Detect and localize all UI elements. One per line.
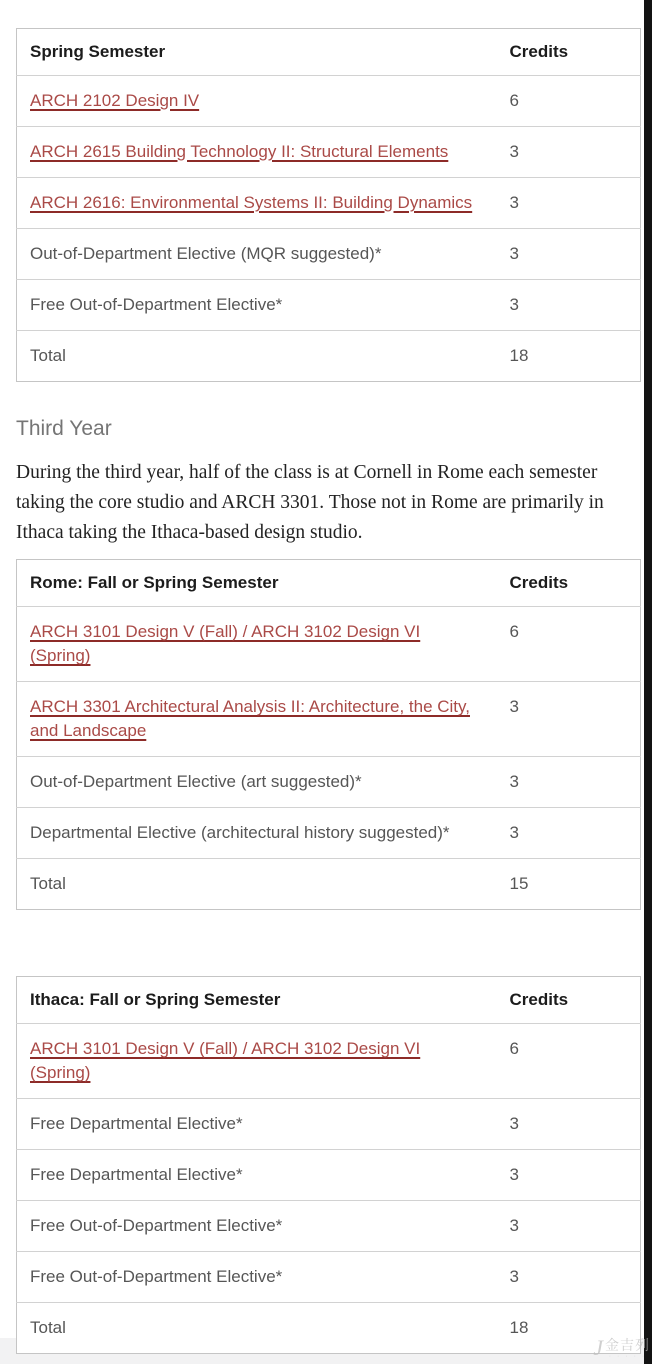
course-cell: Free Departmental Elective* bbox=[17, 1099, 497, 1150]
table-row bbox=[17, 1150, 641, 1201]
total-credits: 18 bbox=[497, 1303, 641, 1354]
total-credits: 15 bbox=[497, 859, 641, 910]
table-row bbox=[17, 1099, 641, 1150]
course-cell bbox=[17, 682, 497, 757]
section-paragraph: During the third year, half of the class is at Cornell in Rome each semester taking the core studio and ARCH 3301. Those not in Rome are primarily in Ithaca taking the Ithaca-based design studio. bbox=[16, 462, 604, 544]
credits-cell: 3 bbox=[497, 1150, 641, 1201]
course-link[interactable]: ARCH 3101 Design V (Fall) / ARCH 3102 Design VI (Spring) bbox=[30, 622, 421, 666]
table-row bbox=[17, 1252, 641, 1303]
course-link[interactable]: ARCH 2102 Design IV bbox=[30, 91, 200, 110]
total-label: Total bbox=[17, 1303, 497, 1354]
course-link[interactable]: ARCH 3101 Design V (Fall) / ARCH 3102 Design VI (Spring) bbox=[30, 1039, 421, 1083]
course-link[interactable]: ARCH 3301 Architectural Analysis II: Architecture, the City, and Landscape bbox=[30, 697, 470, 741]
course-cell bbox=[17, 1024, 497, 1099]
course-cell: Free Out-of-Department Elective* bbox=[17, 280, 497, 331]
total-credits: 18 bbox=[497, 331, 641, 382]
course-cell: Free Out-of-Department Elective* bbox=[17, 1252, 497, 1303]
course-cell: Out-of-Department Elective (art suggested)* bbox=[17, 757, 497, 808]
credits-cell: 3 bbox=[497, 1099, 641, 1150]
credits-cell: 3 bbox=[497, 1201, 641, 1252]
course-link[interactable]: ARCH 2616: Environmental Systems II: Building Dynamics bbox=[30, 193, 473, 212]
watermark-text: 金吉列 bbox=[605, 1337, 650, 1353]
credits-cell: 6 bbox=[497, 607, 641, 682]
credits-cell: 3 bbox=[497, 178, 641, 229]
course-cell: Free Out-of-Department Elective* bbox=[17, 1201, 497, 1252]
total-row bbox=[17, 331, 641, 382]
course-cell bbox=[17, 127, 497, 178]
table-title: Ithaca: Fall or Spring Semester bbox=[30, 990, 281, 1010]
credits-cell: 3 bbox=[497, 229, 641, 280]
table-row bbox=[17, 127, 641, 178]
credits-header: Credits bbox=[509, 573, 569, 593]
table-row bbox=[17, 178, 641, 229]
right-edge-bar bbox=[644, 0, 652, 1364]
table-header-row bbox=[17, 29, 641, 76]
table-title: Rome: Fall or Spring Semester bbox=[30, 573, 279, 593]
table-row bbox=[17, 757, 641, 808]
spring-semester-table bbox=[16, 28, 641, 382]
watermark-logo-icon: J bbox=[593, 1335, 603, 1360]
credits-cell: 3 bbox=[497, 127, 641, 178]
table-row bbox=[17, 1024, 641, 1099]
course-cell bbox=[17, 607, 497, 682]
main-content bbox=[16, 0, 640, 1354]
credits-cell: 6 bbox=[497, 1024, 641, 1099]
table-title: Spring Semester bbox=[30, 42, 166, 61]
watermark bbox=[593, 1337, 650, 1361]
total-row bbox=[17, 1303, 641, 1354]
credits-cell: 3 bbox=[497, 682, 641, 757]
table-row bbox=[17, 280, 641, 331]
watermark-subtext: · · · · · bbox=[608, 1353, 647, 1360]
total-label: Total bbox=[17, 859, 497, 910]
table-header-row bbox=[17, 560, 641, 607]
table-row bbox=[17, 1201, 641, 1252]
table-row bbox=[17, 229, 641, 280]
credits-cell: 3 bbox=[497, 757, 641, 808]
ithaca-semester-table bbox=[16, 976, 641, 1354]
total-label: Total bbox=[17, 331, 497, 382]
table-row bbox=[17, 682, 641, 757]
table-row bbox=[17, 808, 641, 859]
course-cell bbox=[17, 76, 497, 127]
section-heading: Third Year bbox=[16, 417, 112, 440]
course-cell: Out-of-Department Elective (MQR suggested)* bbox=[17, 229, 497, 280]
total-row bbox=[17, 859, 641, 910]
table-row bbox=[17, 607, 641, 682]
credits-header: Credits bbox=[509, 990, 569, 1010]
course-cell: Departmental Elective (architectural history suggested)* bbox=[17, 808, 497, 859]
course-link[interactable]: ARCH 2615 Building Technology II: Structural Elements bbox=[30, 142, 449, 161]
course-cell bbox=[17, 178, 497, 229]
table-row bbox=[17, 76, 641, 127]
credits-cell: 6 bbox=[497, 76, 641, 127]
credits-cell: 3 bbox=[497, 280, 641, 331]
credits-cell: 3 bbox=[497, 1252, 641, 1303]
credits-cell: 3 bbox=[497, 808, 641, 859]
rome-semester-table bbox=[16, 559, 641, 910]
course-cell: Free Departmental Elective* bbox=[17, 1150, 497, 1201]
table-header-row bbox=[17, 977, 641, 1024]
credits-header: Credits bbox=[509, 42, 569, 61]
